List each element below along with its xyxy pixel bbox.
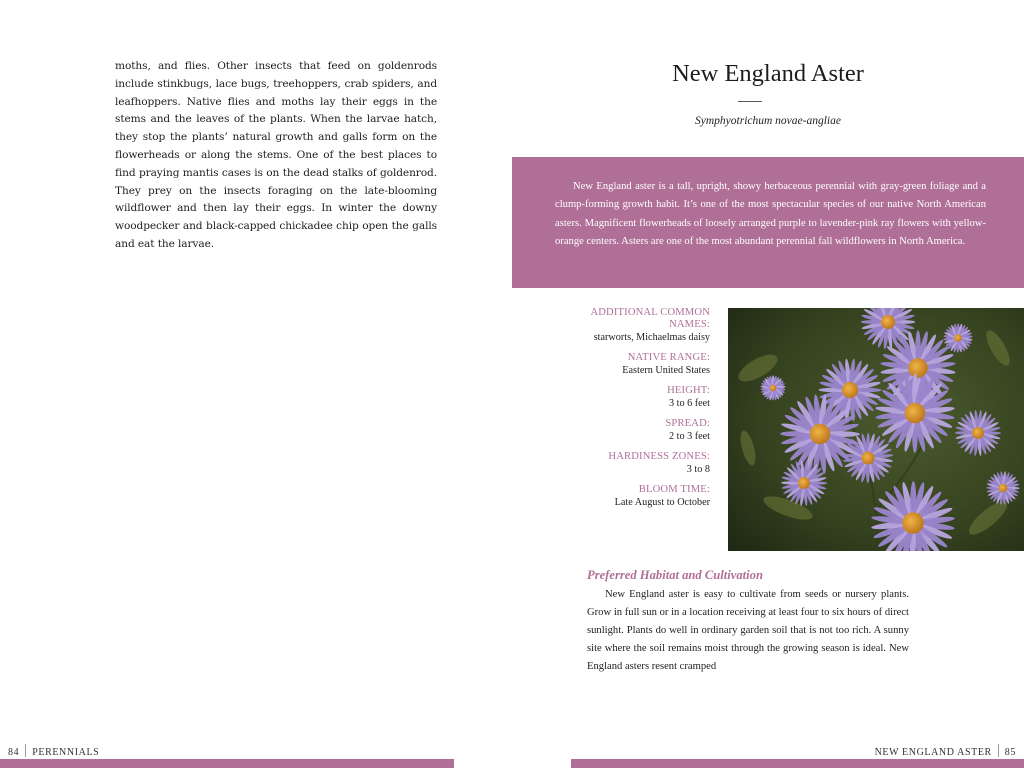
latin-name: Symphyotrichum novae-angliae	[695, 115, 841, 127]
fact-value: Eastern United States	[622, 365, 710, 377]
running-head-left: PERENNIALS	[32, 747, 100, 758]
aster-flowers-photo	[728, 308, 1024, 551]
fact-spread	[574, 418, 710, 444]
running-head-right: NEW ENGLAND ASTER	[874, 747, 992, 758]
left-footer	[8, 744, 99, 758]
intro-panel	[512, 157, 1024, 288]
fact-common-names	[574, 307, 710, 345]
page-number-left: 84	[8, 747, 20, 758]
plant-title: New England Aster	[672, 60, 864, 87]
left-body-text: moths, and flies. Other insects that feed on goldenrods include stinkbugs, lace bugs, treehoppers, crab spiders, and leafhoppers. Native flies and moths lay their eggs in the stems and the leaves of the plants. When the larvae hatch, they stop the plants’ natural growth and galls form on the flowerheads or along the stems. One of the best places to find praying mantis cases is on the dead stalks of goldenrod. They prey on the insects foraging on the late-blooming wildflower and then lay their eggs. In winter the downy woodpecker and black-capped chickadee chip open the galls and eat the larvae.	[115, 60, 437, 250]
plant-facts	[574, 307, 710, 517]
fact-value: 3 to 8	[686, 464, 710, 476]
fact-height	[574, 385, 710, 411]
right-footer	[875, 744, 1016, 758]
fact-hardiness-zones	[574, 451, 710, 477]
fact-value: starworts, Michaelmas daisy	[593, 332, 710, 344]
page-number-right: 85	[1004, 747, 1016, 758]
fact-native-range	[574, 352, 710, 378]
section-body-text: New England aster is easy to cultivate from seeds or nursery plants. Grow in full sun or in a location receiving at least four to six hours of direct sunlight. Plants do well in ordinary garden soil that is not too rich. A sunny site where the soil remains moist through the growing season is ideal. New England asters resent cramped	[587, 589, 909, 672]
intro-text: New England aster is a tall, upright, showy herbaceous perennial with gray-green foliage and a clump-forming growth habit. It’s one of the most spectacular species of our native North American asters. Magnificent flowerheads of loosely arranged purple to lavender-pink ray flowers with yellow-orange centers. Asters are one of the most abundant perennial fall wildflowers in North America.	[555, 181, 986, 247]
footer-divider	[25, 744, 26, 757]
section-heading: Preferred Habitat and Cultivation	[587, 568, 763, 582]
fact-label: HEIGHT:	[667, 385, 710, 397]
fact-bloom-time	[574, 484, 710, 510]
fact-label: BLOOM TIME:	[638, 484, 710, 496]
fact-label: NATIVE RANGE:	[627, 352, 710, 364]
left-footer-bar	[0, 759, 454, 768]
footer-divider	[998, 744, 999, 757]
fact-value: 2 to 3 feet	[668, 431, 710, 443]
fact-value: 3 to 6 feet	[668, 398, 710, 410]
fact-label: SPREAD:	[665, 418, 710, 430]
fact-label: ADDITIONAL COMMON NAMES:	[590, 307, 710, 331]
fact-label: HARDINESS ZONES:	[608, 451, 710, 463]
fact-value: Late August to October	[614, 497, 710, 509]
right-page	[512, 0, 1024, 768]
title-divider	[738, 101, 762, 102]
right-footer-bar	[571, 759, 1024, 768]
